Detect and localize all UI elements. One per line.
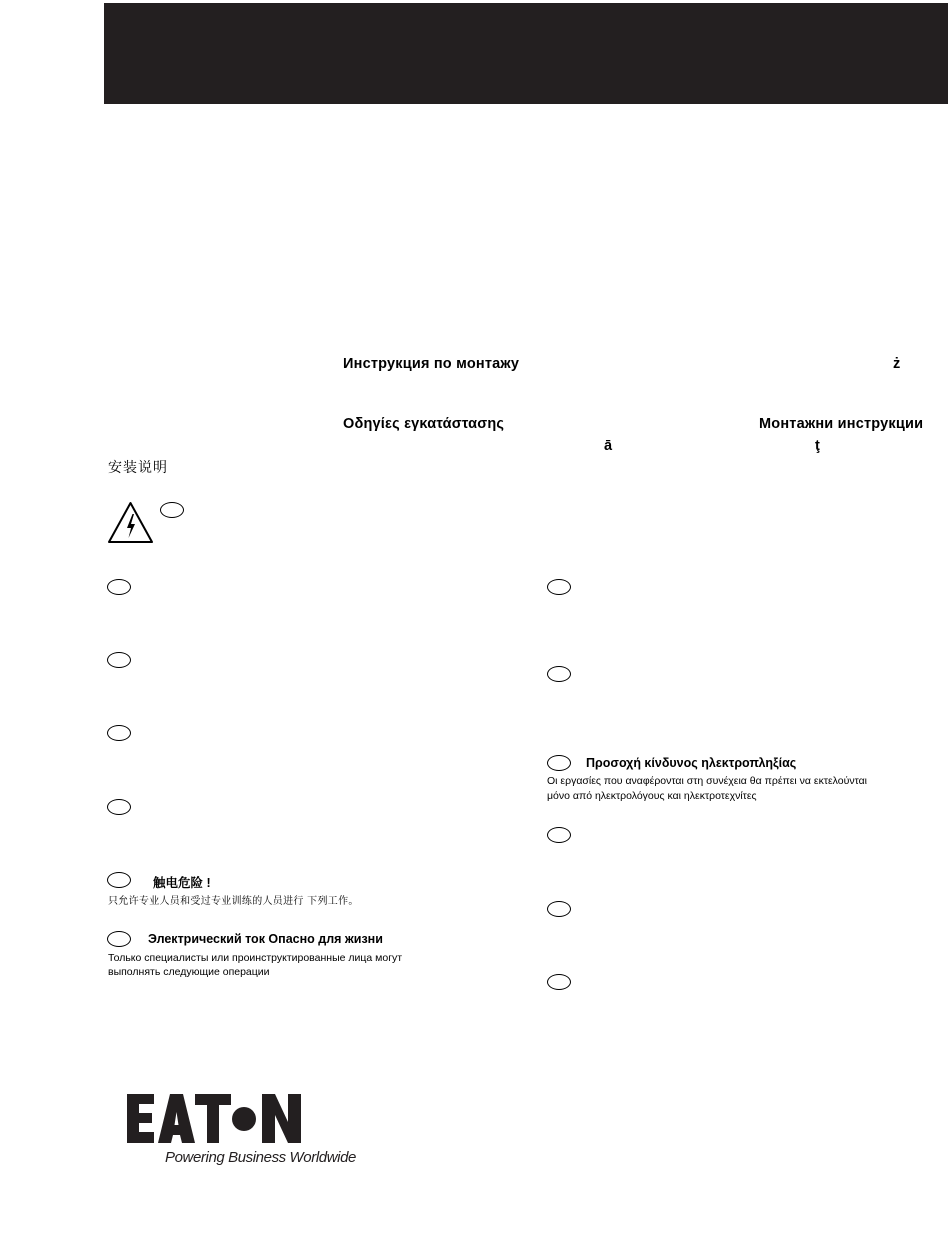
language-oval-icon <box>107 652 131 668</box>
title-bulgarian: Монтажни инструкции <box>759 416 924 432</box>
eaton-logo <box>127 1094 302 1143</box>
warning-body-russian-line1: Только специалисты или проинструктированные лица могут <box>108 952 403 964</box>
warning-heading-chinese: 触电危险 ! <box>153 876 211 890</box>
language-oval-icon <box>547 974 571 990</box>
language-oval-icon <box>160 502 184 518</box>
language-oval-icon <box>107 799 131 815</box>
language-oval-icon <box>547 666 571 682</box>
language-oval-icon <box>547 755 571 771</box>
title-polish-fragment: ż <box>893 356 901 372</box>
language-oval-icon <box>107 931 131 947</box>
title-chinese: 安装说明 <box>108 460 168 476</box>
title-greek: Οδηγίες εγκατάστασης <box>343 416 505 432</box>
warning-heading-greek: Προσοχή κίνδυνος ηλεκτροπληξίας <box>586 756 797 770</box>
language-oval-icon <box>107 725 131 741</box>
language-oval-icon <box>107 579 131 595</box>
warning-heading-russian: Электрический ток Опасно для жизни <box>148 932 383 946</box>
warning-body-greek-line1: Οι εργασίες που αναφέρονται στη συνέχεια θα πρέπει να εκτελούνται <box>547 775 867 787</box>
language-oval-icon <box>547 827 571 843</box>
title-latvian-fragment: ā <box>604 438 613 454</box>
high-voltage-warning-icon <box>107 501 154 544</box>
warning-body-chinese: 只允许专业人员和受过专业训练的人员进行 下列工作。 <box>108 896 359 907</box>
title-romanian-fragment: ţ <box>815 438 821 454</box>
language-oval-icon <box>547 901 571 917</box>
language-oval-icon <box>107 872 131 888</box>
logo-tagline: Powering Business Worldwide <box>165 1149 356 1166</box>
warning-body-russian-line2: выполнять следующие операции <box>108 966 270 978</box>
header-bar <box>104 3 948 104</box>
language-oval-icon <box>547 579 571 595</box>
warning-body-greek-line2: μόνο από ηλεκτρολόγους και ηλεκτροτεχνίτες <box>547 790 757 802</box>
title-russian: Инструкция по монтажу <box>343 356 520 372</box>
